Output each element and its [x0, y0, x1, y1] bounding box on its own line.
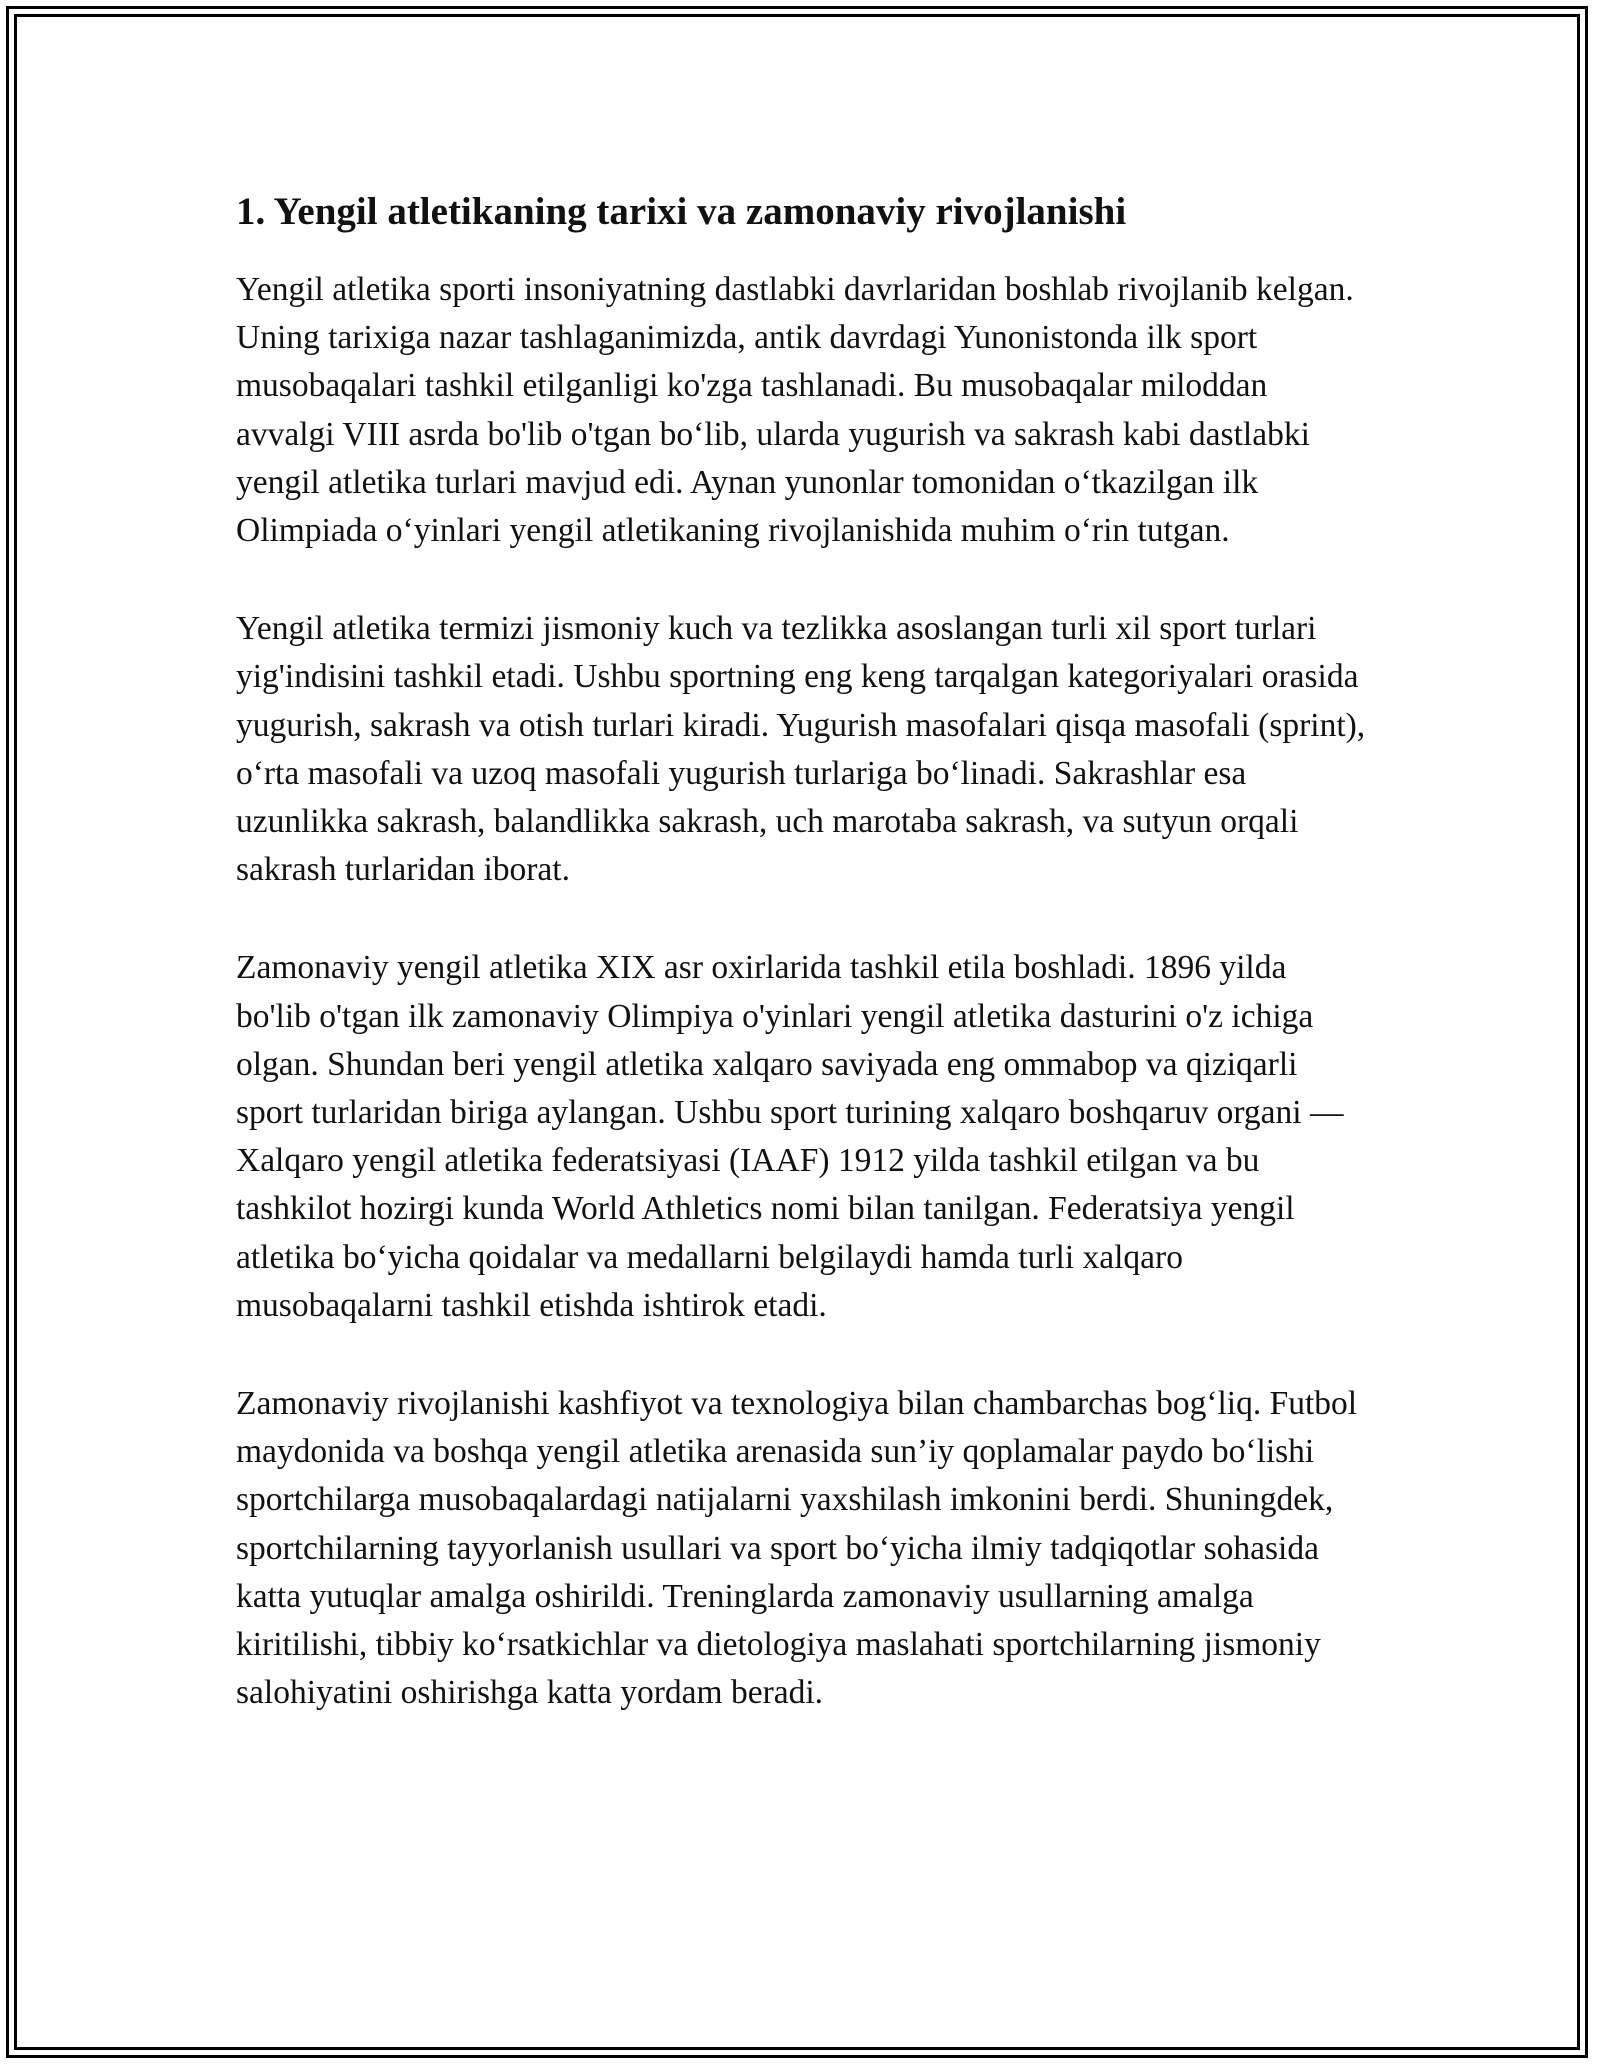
- paragraph-modern-era: Zamonaviy yengil atletika XIX asr oxirlarida tashkil etila boshladi. 1896 yilda bo'lib o'tgan ilk zamonaviy Olimpiya o'yinlari yengil atletika dasturini o'z ichiga olgan. Shundan beri yengil atletika xalqaro saviyada eng ommabop va qiziqarli sport turlaridan biriga aylangan. Ushbu sport turining xalqaro boshqaruv organi — Xalqaro yengil atletika federatsiyasi (IAAF) 1912 yilda tashkil etilgan va bu tashkilot hozirgi kunda World Athletics nomi bilan tanilgan. Federatsiya yengil atletika bo‘yicha qoidalar va medallarni belgilaydi hamda turli xalqaro musobaqalarni tashkil etishda ishtirok etadi.: [236, 949, 1344, 1324]
- section-heading: 1. Yengil atletikaning tarixi va zamonaviy rivojlanishi: [236, 190, 1127, 233]
- paragraph-technology: Zamonaviy rivojlanishi kashfiyot va texnologiya bilan chambarchas bog‘liq. Futbol maydonida va boshqa yengil atletika arenasida sun’iy qoplamalar paydo bo‘lishi sportchilarga musobaqalardagi natijalarni yaxshilash imkonini berdi. Shuningdek, sportchilarning tayyorlanish usullari va sport bo‘yicha ilmiy tadqiqotlar sohasida katta yutuqlar amalga oshirildi. Treninglarda zamonaviy usullarning amalga kiritilishi, tibbiy ko‘rsatkichlar va dietologiya maslahati sportchilarning jismoniy salohiyatini oshirishga katta yordam beradi.: [236, 1385, 1358, 1712]
- paragraph-history: Yengil atletika sporti insoniyatning dastlabki davrlaridan boshlab rivojlanib kelgan. Uning tarixiga nazar tashlaganimizda, antik davrdagi Yunonistonda ilk sport musobaqalari tashkil etilganligi ko'zga tashlanadi. Bu musobaqalar miloddan avvalgi VIII asrda bo'lib o'tgan bo‘lib, ularda yugurish va sakrash kabi dastlabki yengil atletika turlari mavjud edi. Aynan yunonlar tomonidan o‘tkazilgan ilk Olimpiada o‘yinlari yengil atletikaning rivojlanishida muhim o‘rin tutgan.: [236, 271, 1354, 550]
- paragraph-disciplines: Yengil atletika termizi jismoniy kuch va tezlikka asoslangan turli xil sport turlari yig'indisini tashkil etadi. Ushbu sportning eng keng tarqalgan kategoriyalari orasida yugurish, sakrash va otish turlari kiradi. Yugurish masofalari qisqa masofali (sprint), o‘rta masofali va uzoq masofali yugurish turlariga bo‘linadi. Sakrashlar esa uzunlikka sakrash, balandlikka sakrash, uch marotaba sakrash, va sutyun orqali sakrash turlaridan iborat.: [236, 610, 1366, 889]
- document-body: [236, 184, 1366, 1767]
